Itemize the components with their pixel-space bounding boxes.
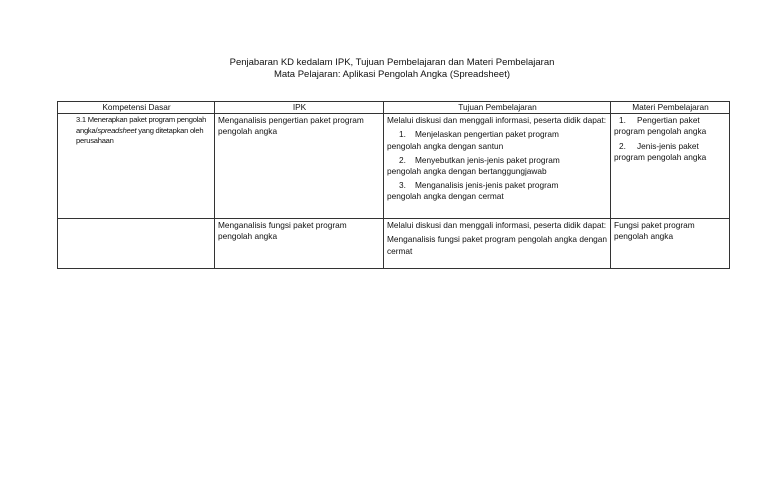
kd-cell [58, 114, 215, 219]
table-row [58, 219, 730, 269]
tujuan-intro: Melalui diskusi dan menggali informasi, peserta didik dapat: [387, 220, 607, 231]
table-header-row [58, 102, 730, 114]
tujuan-text: Menganalisis fungsi paket program pengolah angka dengan cermat [387, 234, 608, 256]
ipk-cell [215, 114, 384, 219]
list-item [387, 180, 608, 202]
table-row [58, 114, 730, 219]
kd-text-before: Menerapkan paket program pengolah angka/ [76, 115, 207, 135]
tujuan-cell [384, 219, 611, 269]
list-text: Jenis-jenis paket program pengolah angka [614, 140, 707, 162]
list-text: Menyebutkan jenis-jenis paket program [415, 154, 560, 165]
list-item [614, 141, 727, 163]
list-text-cont: pengolah angka dengan cermat [387, 191, 504, 202]
list-item [614, 115, 727, 137]
kd-cell-empty [58, 219, 215, 269]
tujuan-intro: Melalui diskusi dan menggali informasi, peserta didik dapat: [387, 115, 607, 126]
header-kompetensi-dasar: Kompetensi Dasar [58, 102, 215, 114]
ipk-text: Menganalisis pengertian paket program pengolah angka [218, 115, 364, 137]
list-number: 2. [619, 140, 626, 151]
list-item [387, 155, 608, 177]
tujuan-cell [384, 114, 611, 219]
list-number: 1. [399, 129, 406, 140]
header-materi-pembelajaran: Materi Pembelajaran [611, 102, 730, 114]
materi-cell [611, 219, 730, 269]
list-number: 2. [399, 154, 406, 165]
list-text-cont: pengolah angka dengan bertanggungjawab [387, 166, 547, 177]
list-item [387, 129, 608, 151]
materi-cell [611, 114, 730, 219]
kd-text-after: yang ditetapkan oleh perusahaan [76, 125, 204, 146]
header-ipk: IPK [215, 102, 384, 114]
kd-text-italic: spreadsheet [97, 125, 137, 135]
ipk-text: Menganalisis fungsi paket program pengolah angka [218, 220, 347, 242]
title-line-1: Penjabaran KD kedalam IPK, Tujuan Pembelajaran dan Materi Pembelajaran [229, 57, 555, 68]
document-title [0, 57, 768, 81]
list-number: 1. [619, 115, 626, 126]
materi-text: Fungsi paket program pengolah angka [614, 220, 695, 242]
header-tujuan-pembelajaran: Tujuan Pembelajaran [384, 102, 611, 114]
list-text: Menjelaskan pengertian paket program [415, 129, 559, 140]
kd-number: 3.1 [76, 115, 86, 125]
list-text-cont: pengolah angka dengan santun [387, 140, 504, 151]
list-text: Pengertian paket program pengolah angka [614, 115, 707, 137]
ipk-cell [215, 219, 384, 269]
title-line-2: Mata Pelajaran: Aplikasi Pengolah Angka (Spreadsheet) [273, 69, 511, 80]
kd-ipk-table [57, 101, 730, 269]
list-number: 3. [399, 180, 406, 191]
list-text: Menganalisis jenis-jenis paket program [415, 180, 559, 191]
